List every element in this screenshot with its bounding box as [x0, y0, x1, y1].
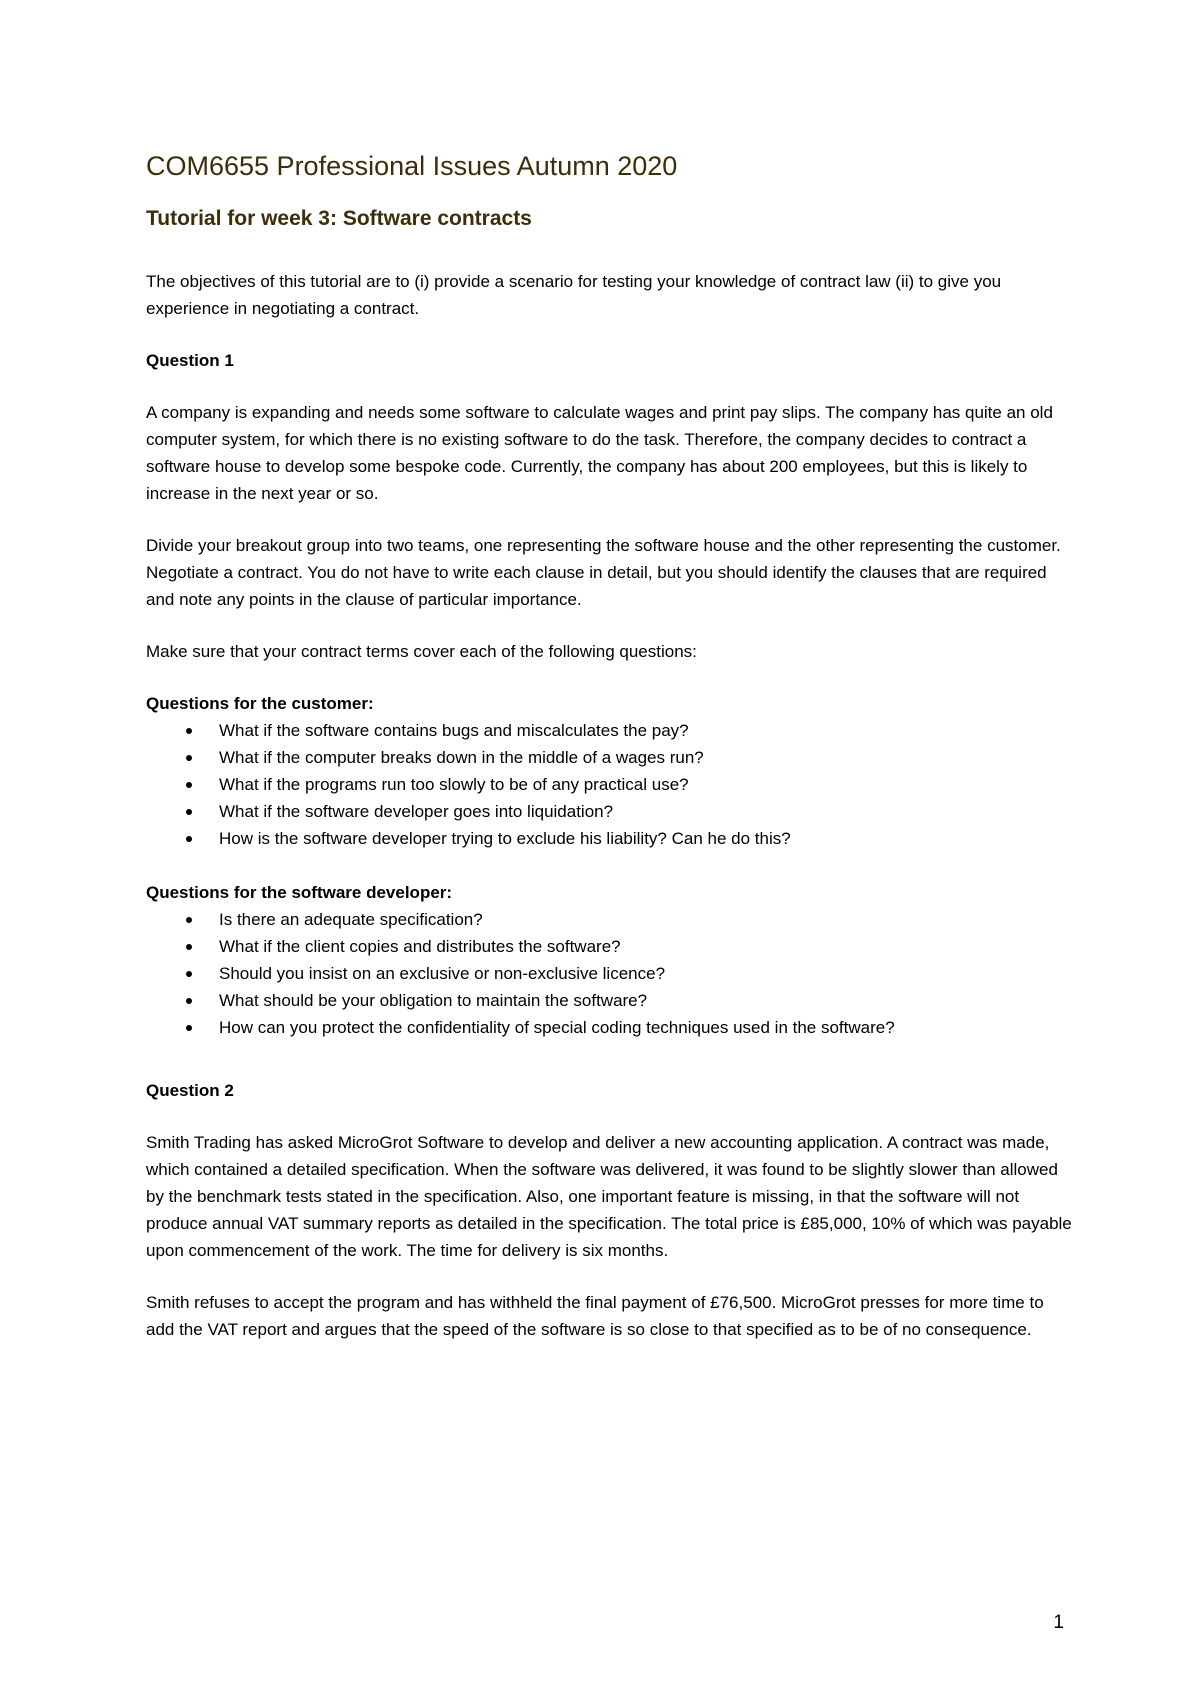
list-item-text: What if the software developer goes into liquidation? — [219, 801, 614, 821]
question-2-paragraph-1: Smith Trading has asked MicroGrot Software to develop and deliver a new accounting application. A contract was made, which contained a detailed specification. When the software was delivered, it was found to be slightly slower than allowed by the benchmark tests stated in the specification. Also, one important feature is missing, in that the software will not produce annual VAT summary reports as detailed in the specification. The total price is £85,000, 10% of which was payable upon commencement of the work. The time for delivery is six months. — [146, 1132, 1072, 1260]
list-item — [146, 825, 1076, 852]
list-item — [146, 744, 1076, 771]
bullet-icon — [186, 728, 192, 734]
list-item-text: Is there an adequate specification? — [219, 909, 483, 929]
list-item — [146, 717, 1076, 744]
question-1-heading: Question 1 — [146, 350, 234, 370]
document-body — [146, 150, 1076, 1343]
question-1-scenario: A company is expanding and needs some software to calculate wages and print pay slips. The company has quite an old computer system, for which there is no existing software to do the task. Therefore, the company decides to contract a software house to develop some bespoke code. Currently, the company has about 200 employees, but this is likely to increase in the next year or so. — [146, 402, 1053, 503]
list-item-text: What if the computer breaks down in the middle of a wages run? — [219, 747, 704, 767]
list-item-text: What if the programs run too slowly to be of any practical use? — [219, 774, 689, 794]
list-item — [146, 798, 1076, 825]
page-number: 1 — [1053, 1612, 1064, 1633]
bullet-icon — [186, 1025, 192, 1031]
bullet-icon — [186, 755, 192, 761]
bullet-icon — [186, 971, 192, 977]
list-item-text: What if the client copies and distributes the software? — [219, 936, 621, 956]
list-item-text: What if the software contains bugs and miscalculates the pay? — [219, 720, 689, 740]
bullet-icon — [186, 782, 192, 788]
bullet-icon — [186, 917, 192, 923]
list-item — [146, 1014, 1076, 1041]
list-item — [146, 987, 1076, 1014]
list-item-text: How is the software developer trying to exclude his liability? Can he do this? — [219, 828, 791, 848]
document-subtitle: Tutorial for week 3: Software contracts — [146, 207, 532, 231]
list-item — [146, 960, 1076, 987]
question-2-heading: Question 2 — [146, 1080, 234, 1100]
question-1-cover-note: Make sure that your contract terms cover each of the following questions: — [146, 641, 697, 661]
question-1-instructions: Divide your breakout group into two teams, one representing the software house and the other representing the customer. Negotiate a contract. You do not have to write each clause in detail, but you should identify the clauses that are required and note any points in the clause of particular importance. — [146, 535, 1061, 609]
list-item-text: How can you protect the confidentiality of special coding techniques used in the software? — [219, 1017, 895, 1037]
bullet-icon — [186, 809, 192, 815]
list-item-text: What should be your obligation to maintain the software? — [219, 990, 648, 1010]
bullet-icon — [186, 998, 192, 1004]
question-2-paragraph-2: Smith refuses to accept the program and has withheld the final payment of £76,500. MicroGrot presses for more time to add the VAT report and argues that the speed of the software is so close to that specified as to be of no consequence. — [146, 1292, 1044, 1339]
customer-questions-list — [146, 717, 1076, 852]
bullet-icon — [186, 944, 192, 950]
developer-questions-list — [146, 906, 1076, 1041]
customer-questions-heading: Questions for the customer: — [146, 693, 374, 713]
document-title: COM6655 Professional Issues Autumn 2020 — [146, 151, 678, 181]
intro-paragraph: The objectives of this tutorial are to (i) provide a scenario for testing your knowledge of contract law (ii) to give you experience in negotiating a contract. — [146, 271, 1002, 318]
bullet-icon — [186, 836, 192, 842]
list-item — [146, 933, 1076, 960]
list-item — [146, 906, 1076, 933]
list-item-text: Should you insist on an exclusive or non-exclusive licence? — [219, 963, 666, 983]
list-item — [146, 771, 1076, 798]
developer-questions-heading: Questions for the software developer: — [146, 882, 453, 902]
